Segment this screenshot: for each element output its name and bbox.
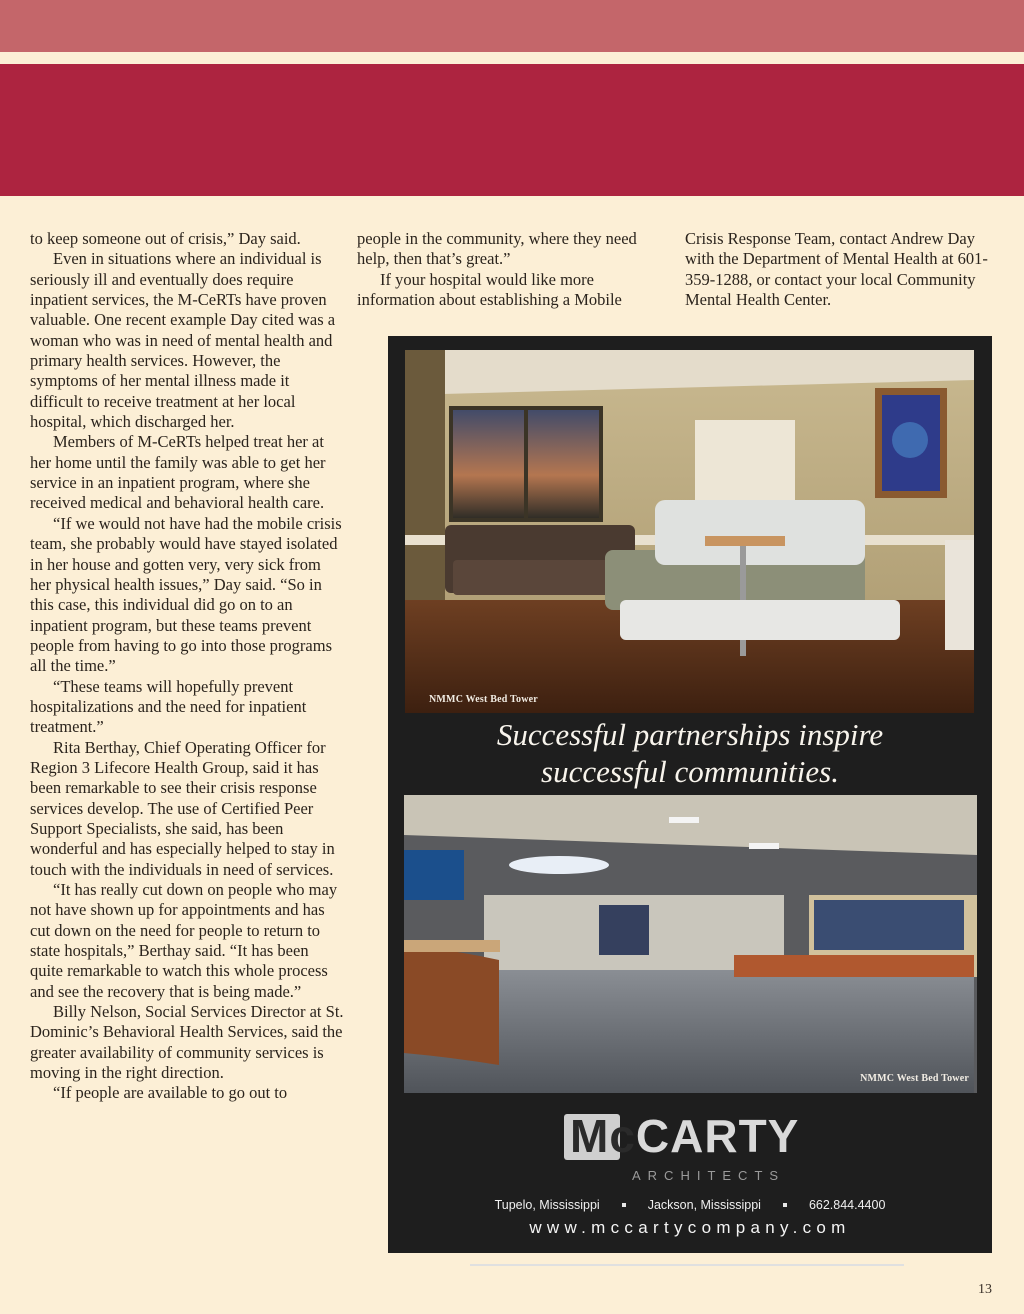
article-column-1 (30, 229, 345, 1104)
mccarty-advertisement (388, 336, 992, 1253)
article-column-2 (357, 229, 667, 310)
photo1-caption: NMMC West Bed Tower (429, 694, 538, 705)
page-number: 13 (978, 1282, 992, 1297)
logo-rule (470, 1264, 904, 1266)
ad-tagline (388, 716, 992, 790)
hospital-lobby-photo (404, 795, 977, 1093)
tagline-line-1: Successful partnerships inspire (496, 717, 884, 752)
mccarty-logo (388, 1110, 992, 1230)
contact-jackson: Jackson, Mississippi (647, 1198, 761, 1212)
logo-wordmark (564, 1110, 804, 1162)
article-paragraph: “If we would not have had the mobile crisis team, she probably would have stayed isolated in her house and gotten very, very sick from her physical health issues,” Day said. “So in this case, this individual did go on to an inpatient program, but these teams prevent people from having to go into those programs all the time.” (30, 513, 342, 676)
separator-dot (783, 1203, 787, 1207)
article-paragraph: Billy Nelson, Social Services Director at St. Dominic’s Behavioral Health Services, said the greater availability of community services is moving in the right direction. (30, 1002, 344, 1083)
article-paragraph: Rita Berthay, Chief Operating Officer for Region 3 Lifecore Health Group, said it has been remarkable to see their crisis response services develop. The use of Certified Peer Support Specialists, she said, has been wonderful and has especially helped to stay in touch with the individuals in need of services. (30, 737, 335, 879)
article-paragraph: Crisis Response Team, contact Andrew Day with the Department of Mental Health at 601-359-1288, or contact your local Community Mental Health Center. (685, 229, 988, 310)
ad-contact-line (448, 1198, 932, 1212)
article-paragraph: “It has really cut down on people who may not have shown up for appointments and has cut down on the need for people to return to state hospitals,” Berthay said. “It has been quite remarkable to watch this whole process and see the recovery that is being made.” (30, 880, 338, 1001)
article-paragraph: Members of M-CeRTs helped treat her at her home until the family was able to get her service in an inpatient program, where she received medical and behavioral health care. (30, 432, 326, 513)
logo-carty: CARTY (635, 1110, 800, 1162)
logo-architects: ARCHITECTS (632, 1168, 786, 1183)
header-divider (0, 52, 1024, 64)
article-paragraph: Even in situations where an individual is seriously ill and eventually does require inpatient services, the M-CeRTs have proven valuable. One recent example Day cited was a woman who was in need of mental health and primary health services. However, the symptoms of her mental illness made it difficult to receive treatment at her local hospital, which discharged her. (30, 249, 336, 432)
contact-phone: 662.844.4400 (808, 1198, 886, 1212)
photo2-caption: NMMC West Bed Tower (860, 1073, 969, 1084)
article-column-3 (685, 229, 995, 310)
article-paragraph: “These teams will hopefully prevent hospitalizations and the need for inpatient treatment.” (30, 676, 307, 737)
ad-website: www.mccartycompany.com (529, 1218, 851, 1237)
article-paragraph: to keep someone out of crisis,” Day said. (30, 229, 301, 248)
article-paragraph: “If people are available to go out to (53, 1083, 288, 1103)
article-paragraph: If your hospital would like more information about establishing a Mobile (357, 269, 622, 310)
article-paragraph: people in the community, where they need help, then that’s great.” (357, 229, 637, 269)
logo-mc: Mc (570, 1110, 636, 1162)
hospital-room-photo (405, 350, 974, 713)
contact-tupelo: Tupelo, Mississippi (494, 1198, 600, 1212)
separator-dot (622, 1203, 626, 1207)
header-band (0, 64, 1024, 196)
tagline-line-2: successful communities. (541, 754, 839, 789)
header-top-band (0, 0, 1024, 52)
